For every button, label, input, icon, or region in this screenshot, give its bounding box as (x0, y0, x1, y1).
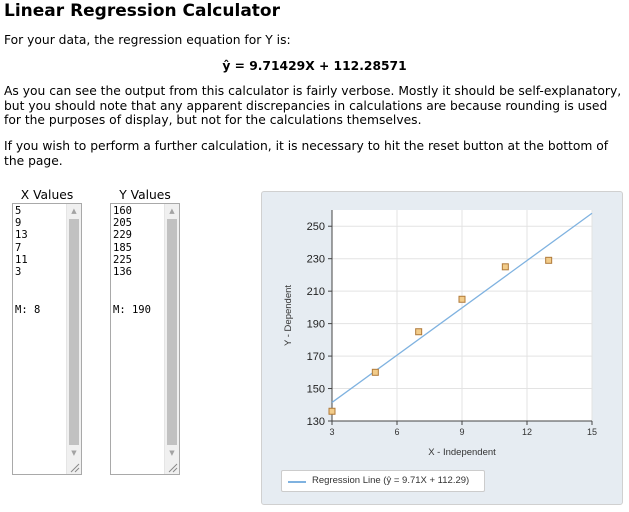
page-title: Linear Regression Calculator (4, 1, 280, 21)
y-tick-label: 150 (306, 383, 325, 396)
data-point (416, 329, 422, 335)
data-point (502, 264, 508, 270)
x-values-textarea[interactable] (12, 203, 82, 475)
scroll-thumb[interactable] (69, 219, 79, 445)
scroll-up-icon[interactable]: ▲ (169, 207, 175, 215)
x-axis-title: X - Independent (428, 447, 496, 458)
scroll-down-icon[interactable]: ▼ (169, 449, 175, 457)
x-values-label: X Values (20, 188, 74, 202)
y-axis-title: Y - Dependent (283, 284, 294, 347)
y-scrollbar[interactable] (164, 204, 179, 474)
y-values-text: 160 205 229 185 225 136 (113, 205, 132, 279)
x-tick-label: 9 (459, 427, 465, 437)
data-point (459, 296, 465, 302)
chart-svg (262, 192, 622, 504)
note-text: As you can see the output from this calculator is fairly verbose. Mostly it should be self-explanatory, but you should note that any apparent discrepancies in calculations are because rounding is used for the purposes of display, but not for the calculations themselves. (4, 84, 622, 127)
x-tick-label: 3 (329, 427, 335, 437)
regression-equation: ŷ = 9.71429X + 112.28571 (222, 59, 407, 73)
data-point (372, 369, 378, 375)
x-values-text: 5 9 13 7 11 3 (15, 205, 28, 279)
data-point (546, 257, 552, 263)
scroll-up-icon[interactable]: ▲ (71, 207, 77, 215)
x-tick-label: 6 (394, 427, 400, 437)
resize-grip-icon[interactable] (69, 462, 80, 473)
y-mean: M: 190 (113, 304, 151, 316)
regression-chart (261, 191, 623, 505)
x-mean: M: 8 (15, 304, 41, 316)
legend-line-swatch (288, 481, 306, 483)
scroll-thumb[interactable] (167, 219, 177, 445)
y-tick-label: 170 (306, 351, 325, 364)
legend-label: Regression Line (ŷ = 9.71X + 112.29) (312, 475, 470, 486)
reset-note-text: If you wish to perform a further calculation, it is necessary to hit the reset button at the bottom of the page. (4, 139, 609, 168)
x-scrollbar[interactable] (66, 204, 81, 474)
y-tick-label: 130 (306, 416, 325, 428)
data-point (329, 408, 335, 414)
y-tick-label: 230 (306, 253, 325, 266)
intro-text: For your data, the regression equation for Y is: (4, 33, 291, 47)
y-tick-label: 190 (306, 318, 325, 331)
scroll-down-icon[interactable]: ▼ (71, 449, 77, 457)
y-tick-label: 250 (306, 221, 325, 234)
x-tick-label: 12 (521, 427, 533, 437)
y-tick-label: 210 (306, 286, 325, 299)
y-values-label: Y Values (119, 188, 171, 202)
chart-legend (281, 470, 485, 492)
x-tick-label: 15 (586, 427, 598, 437)
y-values-textarea[interactable] (110, 203, 180, 475)
resize-grip-icon[interactable] (167, 462, 178, 473)
